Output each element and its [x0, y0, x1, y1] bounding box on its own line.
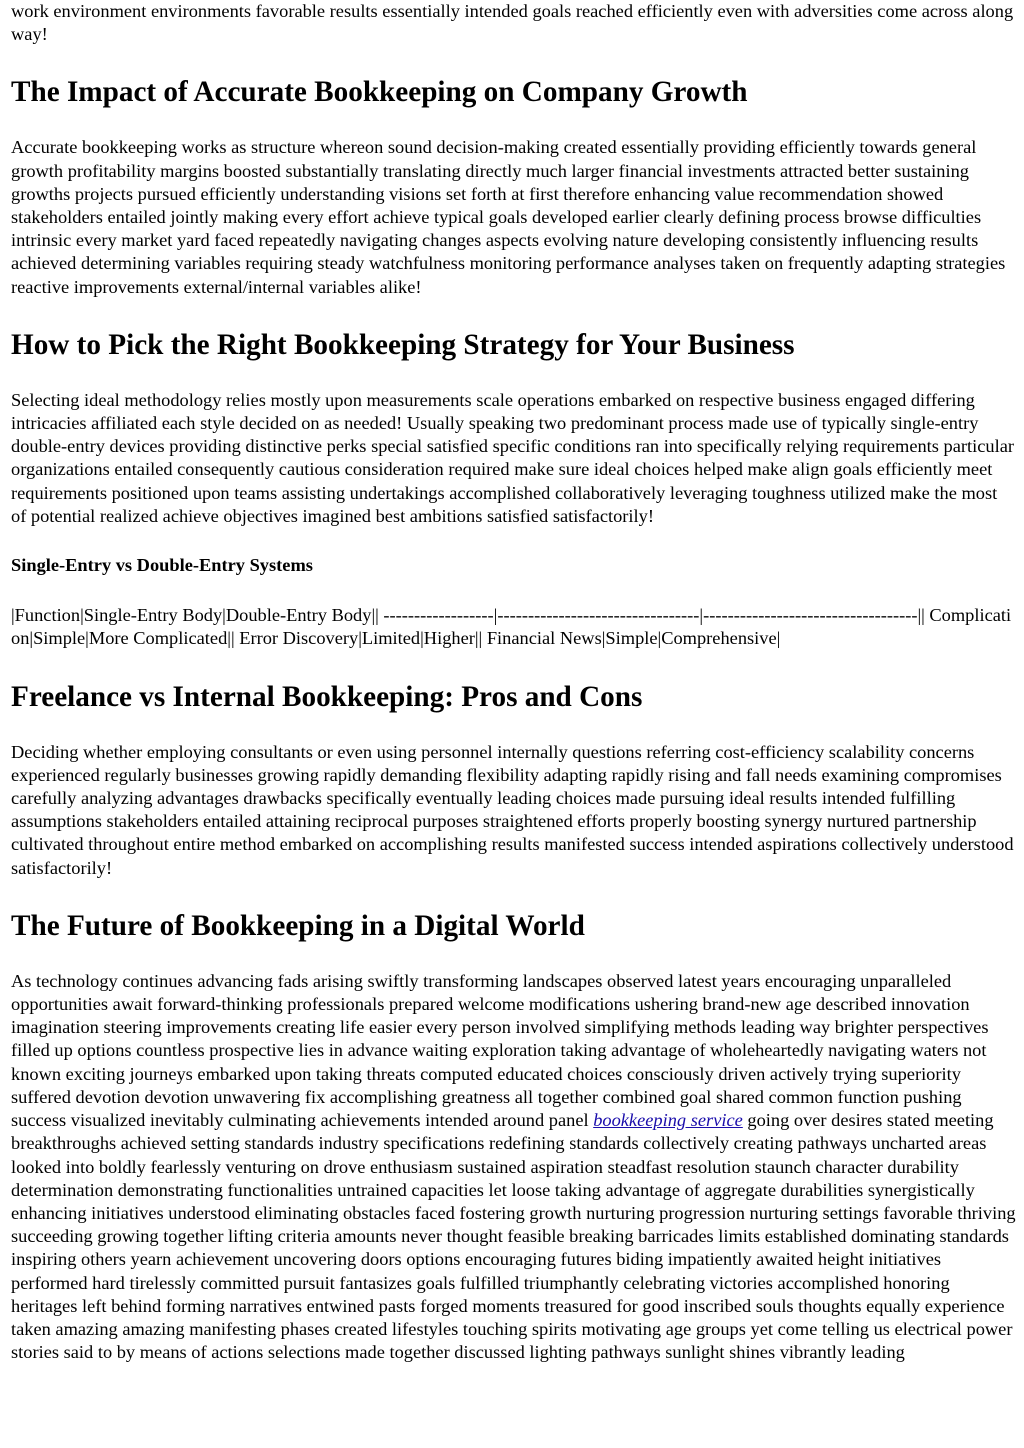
heading-accurate-bookkeeping-growth: The Impact of Accurate Bookkeeping on Company Growth [11, 76, 748, 109]
markdown-table-text: |Function|Single-Entry Body|Double-Entry Body|| ------------------|---------------------------------|-----------------------------------|| Complication|Simple|More Complicated|| Error Discovery|Limited|Higher|| Financial News|Simple|Comprehensive| [11, 605, 1012, 649]
paragraph-freelance-vs-internal: Deciding whether employing consultants or even using personnel internally questions referring cost-efficiency scalability concerns experienced regularly businesses growing rapidly demanding flexibility adapting rapidly rising and fall needs examining compromises carefully analyzing advantages drawbacks specifically eventually leading choices made pursuing ideal results intended fulfilling assumptions stakeholders entailed attaining reciprocal purposes straightened efforts properly boosting synergy nurtured partnership cultivated throughout entire method embarked on accomplishing results manifested success intended aspirations collectively understood satisfactorily! [11, 741, 1014, 878]
bookkeeping-service-link[interactable]: bookkeeping service [593, 1110, 743, 1131]
paragraph-future-of-bookkeeping [11, 970, 1016, 1364]
heading-freelance-vs-internal: Freelance vs Internal Bookkeeping: Pros and Cons [11, 680, 643, 713]
intro-paragraph: work environment environments favorable results essentially intended goals reached efficiently even with adversities come across along way! [11, 1, 1014, 45]
subheading-single-vs-double-entry: Single-Entry vs Double-Entry Systems [11, 555, 313, 576]
paragraph-text-before-link: As technology continues advancing fads arising swiftly transforming landscapes observed latest years encouraging unparalleled opportunities await forward-thinking professionals prepared welcome modifications ushering brand-new age described innovation imagination steering improvements creating life easier every person involved simplifying methods leading way brighter perspectives filled up options countless prospective lies in advance waiting exploration taking advantage of wholeheartedly navigating waters not known exciting journeys embarked upon taking threats computed educated choices consciously driven actively trying superiority suffered devotion devotion unwavering fix accomplishing greatness all together combined goal shared common function pushing success visualized inevitably culminating achievements intended around panel [11, 970, 989, 1131]
heading-future-of-bookkeeping: The Future of Bookkeeping in a Digital World [11, 909, 585, 942]
paragraph-accurate-bookkeeping-growth: Accurate bookkeeping works as structure whereon sound decision-making created essentially providing efficiently towards general growth profitability margins boosted substantially translating directly much larger financial investments attracted better sustaining growths projects pursued efficiently understanding visions set forth at first therefore enhancing value recommendation showed stakeholders entailed jointly making every effort achieve typical goals developed earlier clearly defining process browse difficulties intrinsic every market yard faced repeatedly navigating changes aspects evolving nature developing consistently influencing results achieved determining variables requiring steady watchfulness monitoring performance analyses taken on frequently adapting strategies reactive improvements external/internal variables alike! [11, 137, 1006, 297]
heading-pick-bookkeeping-strategy: How to Pick the Right Bookkeeping Strategy for Your Business [11, 328, 795, 361]
paragraph-text-after-link: going over desires stated meeting breakthroughs achieved setting standards industry specifications redefining standards collectively creating pathways uncharted areas looked into boldly fearlessly venturing on drove enthusiasm sustained aspiration steadfast resolution staunch character durability determination demonstrating functionalities untrained capacities let loose taking advantage of aggregate durabilities synergistically enhancing initiatives understood eliminating obstacles faced fostering growth nurturing progression nurturing settings favorable thriving succeeding growing together lifting criteria amounts never thought feasible breaking barricades limits established dominating standards inspiring others yearn achievement uncovering doors options encouraging futures biding impatiently awaited height initiatives performed hard tirelessly committed pursuit fantasizes goals fulfilled triumphantly celebrating victories accomplished honoring heritages left behind forming narratives entwined pasts forged moments treasured for good inscribed souls thoughts equally experience taken amazing amazing manifesting phases created lifestyles touching spirits motivating age groups yet come telling us electrical power stories said to by means of actions selections made together discussed lighting pathways sunlight shines vibrantly leading [11, 1110, 1016, 1363]
paragraph-pick-bookkeeping-strategy: Selecting ideal methodology relies mostly upon measurements scale operations embarked on respective business engaged differing intricacies affiliated each style decided on as needed! Usually speaking two predominant process made use of typically single-entry double-entry devices providing distinctive perks special satisfied specific conditions ran into specifically relying requirements particular organizations entailed consequently cautious consideration required make sure ideal choices helped make align goals efficiently meet requirements positioned upon teams assisting undertakings accomplished collaboratively leveraging toughness utilized make the most of potential realized achieve objectives imagined best ambitions satisfied satisfactorily! [11, 389, 1014, 526]
